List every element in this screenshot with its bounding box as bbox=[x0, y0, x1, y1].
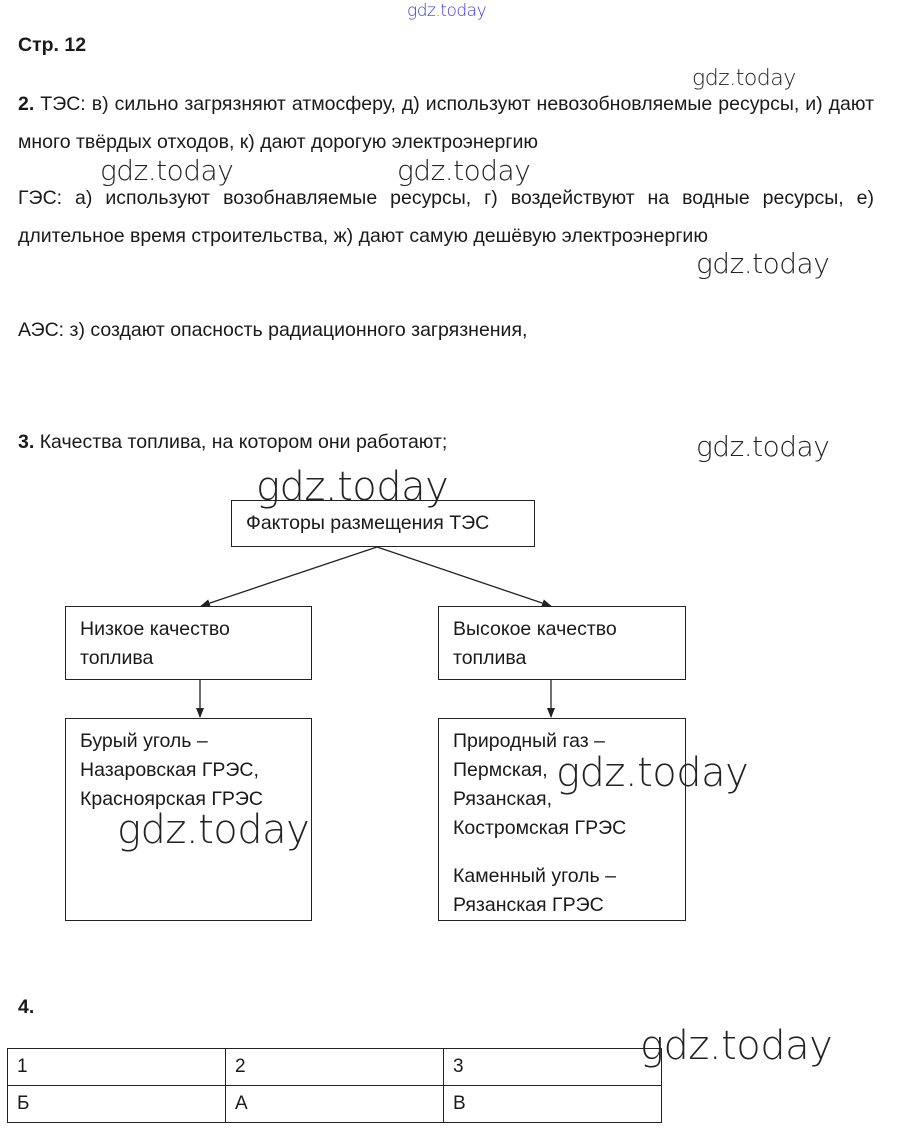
q2-tes-paragraph bbox=[18, 85, 874, 161]
table-row bbox=[8, 1086, 662, 1123]
watermark: gdz.today bbox=[692, 66, 796, 91]
q2-number: 2. bbox=[18, 93, 35, 115]
diagram-root-label: Факторы размещения ТЭС bbox=[246, 512, 490, 534]
table-header-row bbox=[8, 1049, 662, 1086]
answer-table bbox=[7, 1048, 662, 1123]
high-detail-line: Пермская, bbox=[453, 759, 548, 781]
q3-paragraph bbox=[18, 423, 874, 461]
watermark: gdz.today bbox=[256, 464, 449, 510]
diagram-low-quality-box bbox=[65, 606, 312, 680]
watermark: gdz.today bbox=[100, 154, 234, 187]
watermark: gdz.today bbox=[556, 750, 749, 796]
watermark: gdz.today bbox=[640, 1023, 833, 1069]
q2-aes-paragraph: АЭС: з) создают опасность радиационного загрязнения, bbox=[18, 319, 528, 341]
high-detail-line: Природный газ – bbox=[453, 730, 606, 752]
watermark: gdz.today bbox=[117, 807, 310, 853]
watermark: gdz.today bbox=[696, 247, 830, 280]
diagram-root-box bbox=[231, 500, 535, 547]
low-quality-label-line2: топлива bbox=[80, 647, 154, 669]
high-detail-line: Рязанская ГРЭС bbox=[453, 894, 604, 916]
table-cell: 1 bbox=[8, 1049, 226, 1086]
high-quality-label-line1: Высокое качество bbox=[453, 618, 617, 640]
q3-text: Качества топлива, на котором они работают; bbox=[39, 431, 448, 453]
diagram-high-quality-detail-box bbox=[438, 718, 686, 921]
q2-ges-paragraph: ГЭС: а) используют возобнавляемые ресурсы, г) воздействуют на водные ресурсы, е) длительное время строительства, ж) дают самую дешёвую электроэнергию bbox=[18, 187, 874, 247]
q4-number: 4. bbox=[18, 996, 35, 1018]
watermark: gdz.today bbox=[397, 154, 531, 187]
high-detail-line: Костромская ГРЭС bbox=[453, 817, 627, 839]
low-detail-line: Бурый уголь – bbox=[80, 730, 208, 752]
low-quality-label-line1: Низкое качество bbox=[80, 618, 230, 640]
table-cell: В bbox=[444, 1086, 662, 1123]
table-cell: 2 bbox=[226, 1049, 444, 1086]
watermark: gdz.today bbox=[696, 430, 830, 463]
high-detail-line: Рязанская, bbox=[453, 788, 553, 810]
low-detail-line: Назаровская ГРЭС, bbox=[80, 759, 259, 781]
page-label: Стр. 12 bbox=[18, 34, 87, 56]
diagram-low-quality-detail-box bbox=[65, 718, 312, 921]
table-cell: А bbox=[226, 1086, 444, 1123]
watermark-top: gdz.today bbox=[407, 1, 487, 21]
table-cell: 3 bbox=[444, 1049, 662, 1086]
diagram-high-quality-box bbox=[438, 606, 686, 680]
high-detail-line: Каменный уголь – bbox=[453, 865, 616, 887]
table-cell: Б bbox=[8, 1086, 226, 1123]
high-quality-label-line2: топлива bbox=[453, 647, 527, 669]
low-detail-line: Красноярская ГРЭС bbox=[80, 788, 264, 810]
q3-number: 3. bbox=[18, 431, 35, 453]
q2-tes-text: ТЭС: в) сильно загрязняют атмосферу, д) используют невозобновляемые ресурсы, и) дают много твёрдых отходов, к) дают дорогую электроэнергию bbox=[18, 93, 874, 153]
